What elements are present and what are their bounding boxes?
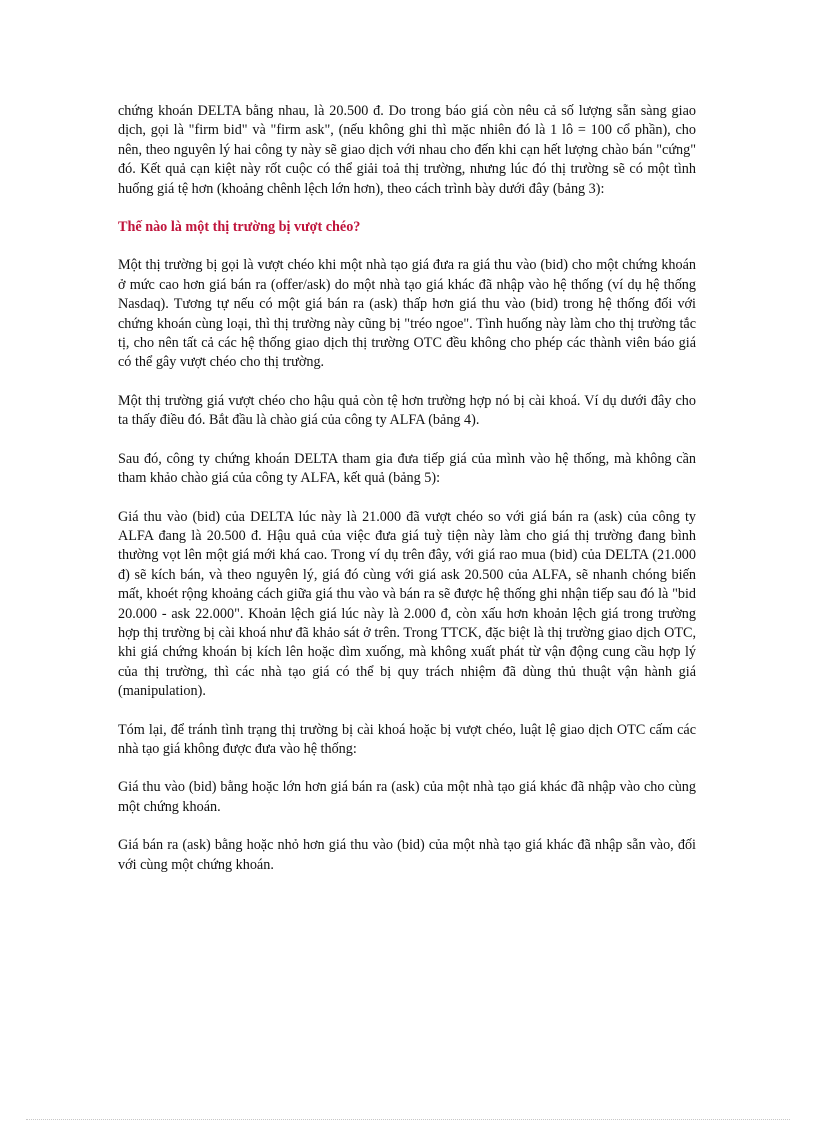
page-footer-divider [26, 1119, 790, 1120]
paragraph-rule-bid: Giá thu vào (bid) bằng hoặc lớn hơn giá bán ra (ask) của một nhà tạo giá khác đã nhập vào cho cùng một chứng khoán. [118, 779, 696, 815]
paragraph-rule-ask: Giá bán ra (ask) bằng hoặc nhỏ hơn giá thu vào (bid) của một nhà tạo giá khác đã nhập sẵn vào, đối với cùng một chứng khoán. [118, 837, 696, 873]
paragraph-intro: chứng khoán DELTA bằng nhau, là 20.500 đ. Do trong báo giá còn nêu cả số lượng sẵn sàng giao dịch, gọi là "firm bid" và "firm ask", (nếu không ghi thì mặc nhiên đó là 1 lô = 100 cổ phần), cho nên, theo nguyên lý hai công ty này sẽ giao dịch với nhau cho đến khi cạn hết lượng chào bán "cứng" đó. Kết quả cạn kiệt này rốt cuộc có thể giải toả thị trường, nhưng lúc đó thị trường sẽ có một tình huống giá tệ hơn (khoảng chênh lệch lớn hơn), theo cách trình bày dưới đây (bảng 3): [118, 103, 696, 197]
paragraph-summary: Tóm lại, để tránh tình trạng thị trường bị cài khoá hoặc bị vượt chéo, luật lệ giao dịch OTC cấm các nhà tạo giá không được đưa vào hệ thống: [118, 721, 696, 757]
paragraph-example-detail: Giá thu vào (bid) của DELTA lúc này là 21.000 đã vượt chéo so với giá bán ra (ask) của công ty ALFA đang là 20.500 đ. Hậu quả của việc đưa giá tuỳ tiện này làm cho giá thị trường đang bình thường vọt lên một giá mới khá cao. Trong ví dụ trên đây, với giá rao mua (bid) của DELTA (21.000 đ) sẽ kích bán, và theo nguyên lý, giá đó cùng với giá ask 20.500 của ALFA, sẽ nhanh chóng biến mất, khoét rộng khoảng cách giữa giá thu vào và bán ra sẽ được hệ thống ghi nhận tiếp sau đó là "bid 20.000 - ask 22.000". Khoản lệch giá lúc này là 2.000 đ, còn xấu hơn khoản lệch giá trong trường hợp thị trường bị cài khoá như đã khảo sát ở trên. Trong TTCK, đặc biệt là thị trường giao dịch OTC, khi giá chứng khoán bị kích lên hoặc dìm xuống, mà không xuất phát từ vận động cung cầu hợp lý của thị trường, thì các nhà tạo giá có thể bị quy trách nhiệm đã dùng thủ thuật vận hành giá (manipulation). [118, 508, 696, 700]
paragraph-delta-entry: Sau đó, công ty chứng khoán DELTA tham gia đưa tiếp giá của mình vào hệ thống, mà không cần tham khảo chào giá của công ty ALFA, kết quả (bảng 5): [118, 450, 696, 487]
paragraph-consequence: Một thị trường giá vượt chéo cho hậu quả còn tệ hơn trường hợp nó bị cài khoá. Ví dụ dưới đây cho ta thấy điều đó. Bắt đầu là chào giá của công ty ALFA (bảng 4). [118, 392, 696, 429]
paragraph-definition: Một thị trường bị gọi là vượt chéo khi một nhà tạo giá đưa ra giá thu vào (bid) cho một chứng khoán ở mức cao hơn giá bán ra (offer/ask) do một nhà tạo giá khác đã nhập vào hệ thống (ví dụ hệ thống Nasdaq). Tương tự nếu có một giá bán ra (ask) thấp hơn giá thu vào (bid) trong hệ thống đối với chứng khoán cùng loại, thì thị trường này cũng bị "tréo ngoe". Tình huống này làm cho thị trường tắc tị, cho nên tất cả các hệ thống giao dịch thị trường OTC đều không cho phép các thành viên báo giá có thể gây vượt chéo cho thị trường. [118, 257, 696, 371]
document-body [118, 102, 696, 894]
section-heading: Thế nào là một thị trường bị vượt chéo? [118, 219, 361, 236]
